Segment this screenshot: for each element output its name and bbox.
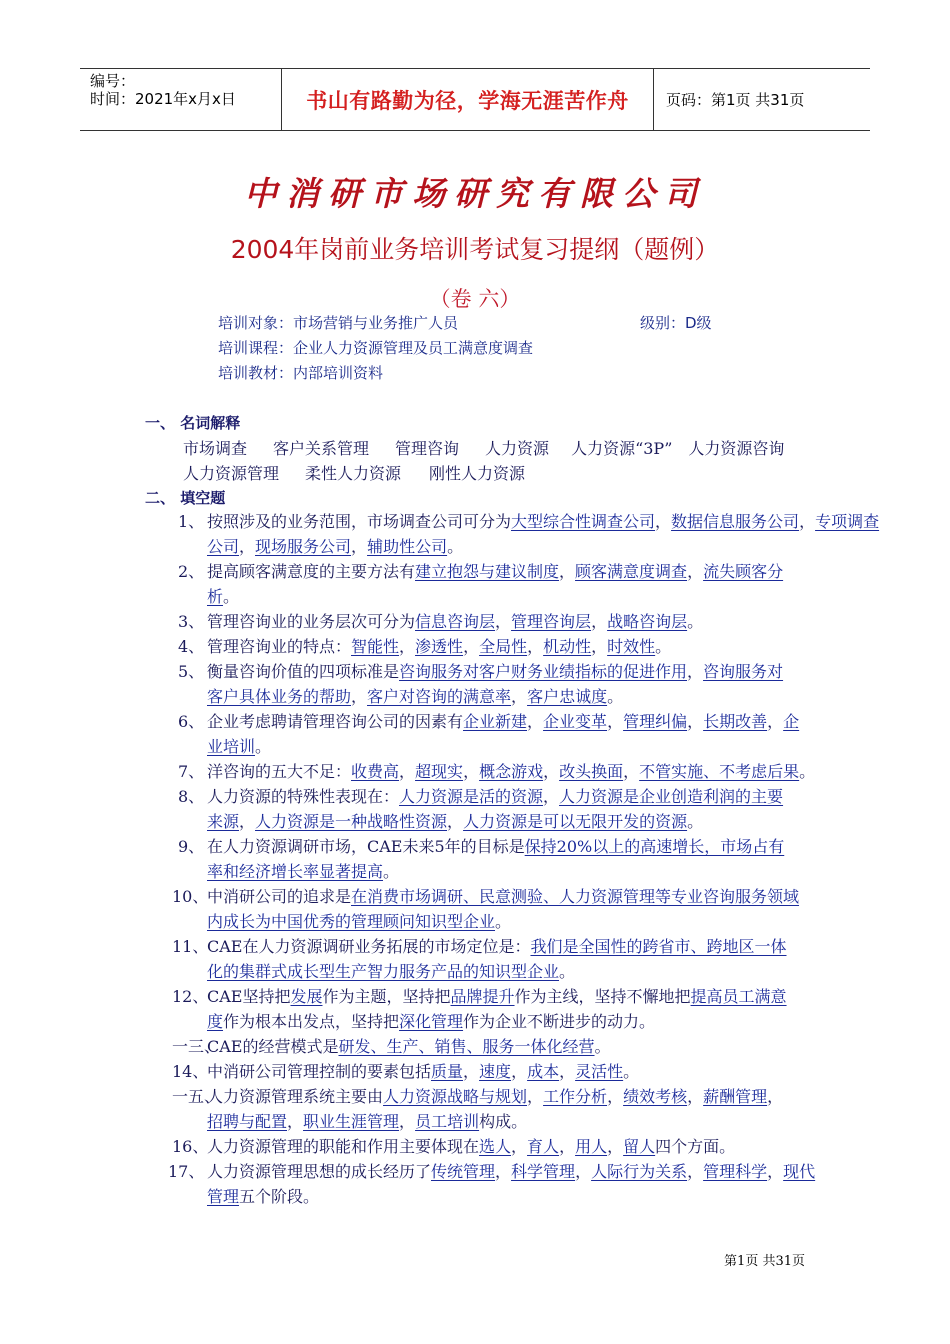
answer-blank: 专项调查 (815, 512, 880, 531)
answer-blank: 收费高 (351, 762, 400, 781)
question-line (207, 859, 399, 882)
question-number: 一三、 (172, 1037, 221, 1056)
answer-blank: 留人 (623, 1137, 656, 1156)
section-heading-fill-blank: 二、 填空题 (145, 489, 226, 507)
question-number: 6、 (178, 712, 205, 731)
question-number: 7、 (178, 762, 205, 781)
answer-blank: 客户具体业务的帮助 (207, 687, 352, 706)
question-text: ， (607, 1087, 624, 1106)
question-line (207, 659, 783, 682)
term: 柔性人力资源 (305, 464, 402, 483)
answer-blank: 速度 (479, 1062, 512, 1081)
terms-row-1 (183, 436, 784, 459)
question-text: ， (239, 812, 256, 831)
question-line (207, 734, 271, 757)
answer-blank: 度 (207, 1012, 224, 1031)
question-text: ， (655, 512, 672, 531)
question-text: 作为企业不断进步的动力。 (463, 1012, 656, 1031)
answer-blank: 职业生涯管理 (303, 1112, 400, 1131)
header-motto: 书山有路勤为径，学海无涯苦作舟 (282, 69, 654, 130)
training-target: 培训对象：市场营销与业务推广人员 (218, 314, 459, 332)
question-text: ， (559, 562, 576, 581)
question-text: ， (687, 1087, 704, 1106)
answer-blank: 咨询服务对 (703, 662, 784, 681)
question-text: 。 (687, 812, 704, 831)
answer-blank: 不管实施、不考虑后果 (639, 762, 800, 781)
term: 管理咨询 (395, 439, 460, 458)
question-text: 中消研公司管理控制的要素包括 (207, 1062, 432, 1081)
question-line (207, 509, 879, 532)
answer-blank: 品牌提升 (450, 987, 515, 1006)
question-number: 8、 (178, 787, 205, 806)
question-number: 4、 (178, 637, 205, 656)
question-line (207, 984, 787, 1007)
question-text: ， (287, 1112, 304, 1131)
page-header (80, 68, 870, 131)
page-footer: 第1页 共31页 (724, 1254, 805, 1269)
question-line (207, 584, 239, 607)
question-text: ， (575, 1162, 592, 1181)
answer-blank: 企业变革 (543, 712, 608, 731)
question-text: ， (687, 1162, 704, 1181)
answer-blank: 管理纠偏 (623, 712, 688, 731)
answer-blank: 流失顾客分 (703, 562, 784, 581)
question-line (207, 559, 783, 582)
question-number: 10、 (172, 887, 209, 906)
answer-blank: 时效性 (607, 637, 656, 656)
question-text: ， (687, 562, 704, 581)
question-text: ， (543, 762, 560, 781)
question-text: 五个阶段。 (239, 1187, 320, 1206)
answer-blank: 我们是全国性的跨省市、跨地区一体 (530, 937, 787, 956)
answer-blank: 化的集群式成长型生产智力服务产品的知识型企业 (207, 962, 560, 981)
answer-blank: 提高员工满意 (690, 987, 787, 1006)
question-text: ， (527, 712, 544, 731)
question-text: ， (607, 1137, 624, 1156)
answer-blank: 工作分析 (543, 1087, 608, 1106)
answer-blank: 招聘与配置 (207, 1112, 288, 1131)
question-text: 。 (559, 962, 576, 981)
question-number: 17、 (168, 1162, 205, 1181)
answer-blank: 公司 (207, 537, 240, 556)
document-number: 编号： (90, 72, 136, 90)
question-text: ， (463, 1062, 480, 1081)
question-text: ， (687, 662, 704, 681)
document-title: 2004年岗前业务培训考试复习提纲（题例） (230, 235, 720, 264)
question-text: CAE的经营模式是 (207, 1037, 339, 1056)
answer-blank: 信息咨询层 (415, 612, 496, 631)
question-text: 。 (255, 737, 272, 756)
term: 人力资源咨询 (688, 439, 785, 458)
question-text: 。 (655, 637, 672, 656)
answer-blank: 现场服务公司 (255, 537, 352, 556)
answer-blank: 人力资源战略与规划 (383, 1087, 528, 1106)
answer-blank: 客户对咨询的满意率 (367, 687, 512, 706)
question-text: 构成。 (479, 1112, 528, 1131)
question-text: CAE坚持把 (207, 987, 291, 1006)
question-text: ， (591, 637, 608, 656)
answer-blank: 在消费市场调研、民意测验、人力资源管理等专业咨询服务领域 (351, 887, 800, 906)
answer-blank: 保持20%以上的高速增长，市场占有 (524, 837, 785, 856)
question-line (207, 1084, 783, 1107)
question-line (207, 534, 463, 557)
question-text: ， (495, 1162, 512, 1181)
answer-blank: 企业新建 (463, 712, 528, 731)
question-number: 16、 (172, 1137, 209, 1156)
term: 人力资源“3P” (571, 439, 673, 458)
question-text: ， (767, 1087, 784, 1106)
question-number: 12、 (172, 987, 209, 1006)
question-text: 。 (383, 862, 400, 881)
question-text: 作为主线，坚持不懈地把 (514, 987, 691, 1006)
question-number: 3、 (178, 612, 205, 631)
answer-blank: 人力资源是一种战略性资源 (255, 812, 448, 831)
question-text: 。 (799, 762, 816, 781)
question-text: CAE在人力资源调研业务拓展的市场定位是： (207, 937, 531, 956)
question-number: 5、 (178, 662, 205, 681)
question-text: ， (559, 1137, 576, 1156)
answer-blank: 企 (783, 712, 800, 731)
document-date: 时间：2021年x月x日 (90, 90, 236, 108)
question-text: 。 (623, 1062, 640, 1081)
answer-blank: 大型综合性调查公司 (511, 512, 656, 531)
question-text: 四个方面。 (655, 1137, 736, 1156)
question-line (207, 1134, 735, 1157)
question-text: 人力资源的特殊性表现在： (207, 787, 400, 806)
question-line (207, 1059, 639, 1082)
answer-blank: 建立抱怨与建议制度 (415, 562, 560, 581)
question-line (207, 809, 703, 832)
question-text: ， (543, 787, 560, 806)
term: 刚性人力资源 (429, 464, 526, 483)
answer-blank: 员工培训 (415, 1112, 480, 1131)
question-text: ， (351, 537, 368, 556)
term: 人力资源 (485, 439, 550, 458)
answer-blank: 战略咨询层 (607, 612, 688, 631)
question-text: 人力资源管理思想的成长经历了 (207, 1162, 432, 1181)
answer-blank: 管理 (207, 1187, 240, 1206)
question-line (207, 884, 799, 907)
question-line (207, 709, 799, 732)
answer-blank: 人力资源是企业创造利润的主要 (559, 787, 784, 806)
question-text: ， (591, 612, 608, 631)
question-text: 洋咨询的五大不足： (207, 762, 352, 781)
answer-blank: 管理科学 (703, 1162, 768, 1181)
header-meta (80, 69, 282, 130)
answer-blank: 科学管理 (511, 1162, 576, 1181)
question-text: 人力资源管理系统主要由 (207, 1087, 384, 1106)
question-line (207, 634, 671, 657)
question-text: ， (399, 637, 416, 656)
answer-blank: 质量 (431, 1062, 464, 1081)
question-text: 衡量咨询价值的四项标准是 (207, 662, 400, 681)
question-line (207, 1159, 815, 1182)
section-heading-terms: 一、 名词解释 (145, 414, 241, 432)
question-text: ， (511, 687, 528, 706)
question-text: 提高顾客满意度的主要方法有 (207, 562, 416, 581)
answer-blank: 用人 (575, 1137, 608, 1156)
question-line (207, 909, 511, 932)
question-text: ， (607, 712, 624, 731)
question-line (207, 1009, 655, 1032)
question-text: 中消研公司的追求是 (207, 887, 352, 906)
question-text: ， (799, 512, 816, 531)
question-number: 一五、 (172, 1087, 221, 1106)
question-text: ， (511, 1137, 528, 1156)
question-text: 人力资源管理的职能和作用主要体现在 (207, 1137, 480, 1156)
question-text: ， (527, 1087, 544, 1106)
question-text: ， (687, 712, 704, 731)
answer-blank: 辅助性公司 (367, 537, 448, 556)
question-text: 管理咨询业的业务层次可分为 (207, 612, 416, 631)
training-material: 培训教材：内部培训资料 (218, 364, 384, 382)
answer-blank: 人力资源是可以无限开发的资源 (463, 812, 688, 831)
question-text: ， (399, 762, 416, 781)
answer-blank: 长期改善 (703, 712, 768, 731)
question-line (207, 934, 787, 957)
question-text: 。 (594, 1037, 611, 1056)
answer-blank: 率和经济增长率显著提高 (207, 862, 384, 881)
answer-blank: 客户忠诚度 (527, 687, 608, 706)
question-text: 作为根本出发点，坚持把 (223, 1012, 400, 1031)
question-text: ， (399, 1112, 416, 1131)
question-text: 。 (223, 587, 240, 606)
question-text: ， (463, 637, 480, 656)
question-text: ， (447, 812, 464, 831)
question-text: 作为主题，坚持把 (322, 987, 451, 1006)
answer-blank: 改头换面 (559, 762, 624, 781)
answer-blank: 研发、生产、销售、服务一体化经营 (338, 1037, 595, 1056)
company-name: 中消研市场研究有限公司 (244, 174, 706, 213)
question-line (207, 959, 575, 982)
question-line (207, 684, 623, 707)
question-line (207, 1034, 611, 1057)
question-line (207, 759, 815, 782)
question-text: ， (511, 1062, 528, 1081)
question-line (207, 1184, 319, 1207)
question-number: 14、 (172, 1062, 209, 1081)
answer-blank: 业培训 (207, 737, 256, 756)
training-level: 级别：D级 (640, 314, 712, 332)
answer-blank: 灵活性 (575, 1062, 624, 1081)
answer-blank: 超现实 (415, 762, 464, 781)
question-line (207, 1109, 527, 1132)
question-text: ， (767, 712, 784, 731)
answer-blank: 发展 (290, 987, 323, 1006)
answer-blank: 内成长为中国优秀的管理顾问知识型企业 (207, 912, 496, 931)
answer-blank: 育人 (527, 1137, 560, 1156)
training-course: 培训课程：企业人力资源管理及员工满意度调查 (218, 339, 534, 357)
question-text: 在人力资源调研市场，CAE未来5年的目标是 (207, 837, 525, 856)
answer-blank: 管理咨询层 (511, 612, 592, 631)
question-text: ， (623, 762, 640, 781)
question-text: ， (495, 612, 512, 631)
question-text: ， (351, 687, 368, 706)
question-text: 。 (607, 687, 624, 706)
answer-blank: 数据信息服务公司 (671, 512, 800, 531)
term: 人力资源管理 (183, 464, 280, 483)
question-text: 。 (447, 537, 464, 556)
question-number: 2、 (178, 562, 205, 581)
answer-blank: 智能性 (351, 637, 400, 656)
header-page-number: 页码：第1页 共31页 (666, 91, 805, 109)
answer-blank: 绩效考核 (623, 1087, 688, 1106)
answer-blank: 选人 (479, 1137, 512, 1156)
question-text: ， (559, 1062, 576, 1081)
question-text: ， (463, 762, 480, 781)
answer-blank: 咨询服务对客户财务业绩指标的促进作用 (399, 662, 688, 681)
question-text: ， (527, 637, 544, 656)
question-text: ， (767, 1162, 784, 1181)
question-text: 。 (687, 612, 704, 631)
question-text: ， (239, 537, 256, 556)
question-text: 。 (495, 912, 512, 931)
question-text: 按照涉及的业务范围，市场调查公司可分为 (207, 512, 512, 531)
question-number: 11、 (172, 937, 209, 956)
question-line (207, 609, 703, 632)
question-number: 9、 (178, 837, 205, 856)
answer-blank: 传统管理 (431, 1162, 496, 1181)
answer-blank: 人力资源是活的资源 (399, 787, 544, 806)
answer-blank: 全局性 (479, 637, 528, 656)
term: 客户关系管理 (273, 439, 370, 458)
question-text: 企业考虑聘请管理咨询公司的因素有 (207, 712, 464, 731)
answer-blank: 机动性 (543, 637, 592, 656)
terms-row-2 (183, 461, 551, 484)
answer-blank: 渗透性 (415, 637, 464, 656)
answer-blank: 概念游戏 (479, 762, 544, 781)
question-text: 管理咨询业的特点： (207, 637, 352, 656)
answer-blank: 来源 (207, 812, 240, 831)
question-line (207, 834, 784, 857)
answer-blank: 人际行为关系 (591, 1162, 688, 1181)
answer-blank: 现代 (783, 1162, 816, 1181)
question-number: 1、 (178, 512, 205, 531)
answer-blank: 深化管理 (399, 1012, 464, 1031)
volume-label: （卷 六） (429, 287, 521, 311)
answer-blank: 成本 (527, 1062, 560, 1081)
answer-blank: 析 (207, 587, 224, 606)
answer-blank: 薪酬管理 (703, 1087, 768, 1106)
answer-blank: 顾客满意度调查 (575, 562, 688, 581)
question-line (207, 784, 783, 807)
term: 市场调查 (183, 439, 248, 458)
